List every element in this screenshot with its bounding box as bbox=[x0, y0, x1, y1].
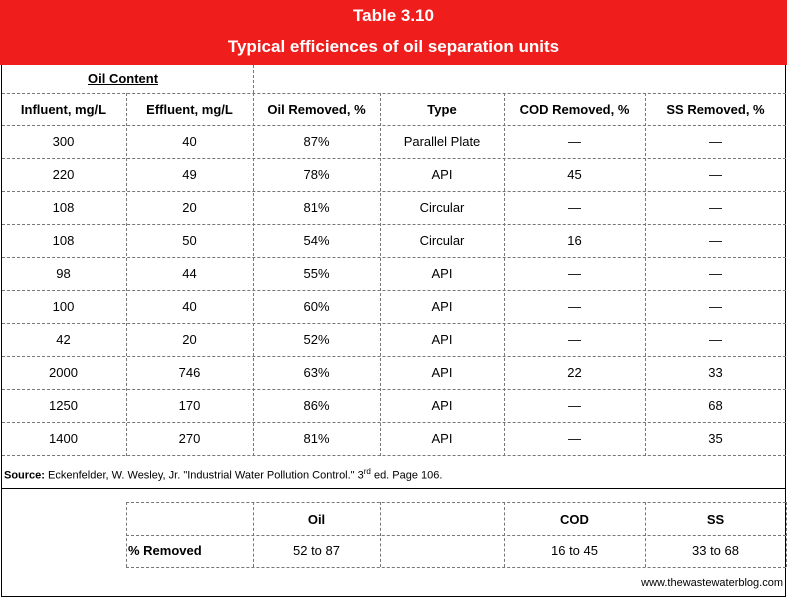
table-cell: 20 bbox=[182, 332, 197, 347]
table-cell: 108 bbox=[52, 200, 75, 215]
table-cell: Circular bbox=[419, 200, 465, 215]
table-cell: — bbox=[709, 299, 722, 314]
table-cell: 300 bbox=[52, 134, 75, 149]
gridline bbox=[253, 65, 254, 93]
table-cell: 40 bbox=[182, 299, 197, 314]
table-cell: API bbox=[431, 299, 453, 314]
table-cell: 49 bbox=[182, 167, 197, 182]
summary-header: Oil bbox=[307, 512, 326, 527]
gridline bbox=[126, 502, 127, 567]
table-cell: 42 bbox=[56, 332, 71, 347]
title-banner bbox=[0, 0, 787, 65]
gridline bbox=[2, 224, 786, 225]
table-cell: Parallel Plate bbox=[403, 134, 481, 149]
table-cell: 100 bbox=[52, 299, 75, 314]
table-cell: — bbox=[568, 299, 581, 314]
table-cell: — bbox=[568, 431, 581, 446]
gridline bbox=[2, 93, 786, 94]
table-cell: API bbox=[431, 266, 453, 281]
gridline bbox=[126, 567, 786, 568]
table-cell: — bbox=[568, 398, 581, 413]
source-citation bbox=[4, 467, 442, 482]
gridline bbox=[2, 257, 786, 258]
website-link[interactable]: www.thewastewaterblog.com bbox=[641, 577, 783, 589]
gridline bbox=[2, 356, 786, 357]
table-cell: API bbox=[431, 431, 453, 446]
table-cell: — bbox=[709, 134, 722, 149]
gridline bbox=[2, 125, 786, 126]
column-header: Oil Removed, % bbox=[267, 102, 366, 117]
table-cell: — bbox=[709, 332, 722, 347]
table-cell: 87% bbox=[303, 134, 330, 149]
summary-value: 16 to 45 bbox=[551, 543, 598, 558]
gridline bbox=[126, 535, 786, 536]
table-cell: 35 bbox=[708, 431, 723, 446]
column-header: Effluent, mg/L bbox=[146, 102, 233, 117]
table-cell: 45 bbox=[567, 167, 582, 182]
table-cell: — bbox=[568, 134, 581, 149]
table-cell: 78% bbox=[303, 167, 330, 182]
table-cell: API bbox=[431, 365, 453, 380]
table-cell: — bbox=[709, 200, 722, 215]
table-cell: API bbox=[431, 398, 453, 413]
source-superscript: rd bbox=[363, 467, 371, 476]
summary-header: SS bbox=[706, 512, 725, 527]
summary-value: 52 to 87 bbox=[293, 543, 340, 558]
table-title: Table 3.10 bbox=[353, 6, 434, 25]
table-cell: 54% bbox=[303, 233, 330, 248]
table-subtitle: Typical efficiences of oil separation units bbox=[227, 37, 560, 56]
table-cell: 40 bbox=[182, 134, 197, 149]
oil-content-group-header: Oil Content bbox=[88, 71, 159, 86]
table-cell: — bbox=[709, 167, 722, 182]
source-text: Eckenfelder, W. Wesley, Jr. "Industrial Water Pollution Control." 3 bbox=[44, 469, 364, 482]
gridline bbox=[2, 422, 786, 423]
table-cell: 746 bbox=[178, 365, 201, 380]
table-cell: 220 bbox=[52, 167, 75, 182]
table-cell: 16 bbox=[567, 233, 582, 248]
source-text-end: ed. Page 106. bbox=[370, 469, 443, 482]
gridline bbox=[2, 158, 786, 159]
summary-header: COD bbox=[560, 512, 589, 527]
gridline bbox=[2, 389, 786, 390]
table-cell: — bbox=[568, 266, 581, 281]
table-cell: 44 bbox=[182, 266, 197, 281]
table-cell: API bbox=[431, 167, 453, 182]
gridline bbox=[786, 502, 787, 567]
table-cell: — bbox=[568, 332, 581, 347]
column-header: Type bbox=[427, 102, 457, 117]
source-label: Source: bbox=[4, 469, 45, 482]
table-cell: 170 bbox=[178, 398, 201, 413]
table-cell: 33 bbox=[708, 365, 723, 380]
table-cell: 2000 bbox=[49, 365, 78, 380]
column-header: SS Removed, % bbox=[666, 102, 765, 117]
gridline bbox=[2, 191, 786, 192]
table-cell: — bbox=[568, 200, 581, 215]
table-cell: 1250 bbox=[49, 398, 78, 413]
table-cell: 81% bbox=[303, 200, 330, 215]
table-cell: 52% bbox=[303, 332, 330, 347]
table-cell: — bbox=[709, 233, 722, 248]
gridline bbox=[126, 502, 786, 503]
table-cell: 20 bbox=[182, 200, 197, 215]
table-cell: 270 bbox=[178, 431, 201, 446]
divider bbox=[2, 488, 786, 489]
gridline bbox=[380, 502, 381, 567]
table-cell: — bbox=[709, 266, 722, 281]
column-header: Influent, mg/L bbox=[20, 102, 107, 117]
table-cell: 50 bbox=[182, 233, 197, 248]
gridline bbox=[2, 455, 786, 456]
table-cell: 1400 bbox=[49, 431, 78, 446]
table-cell: 98 bbox=[56, 266, 71, 281]
table-cell: 108 bbox=[52, 233, 75, 248]
table-cell: 60% bbox=[303, 299, 330, 314]
gridline bbox=[2, 323, 786, 324]
table-cell: 86% bbox=[303, 398, 330, 413]
summary-value: 33 to 68 bbox=[692, 543, 739, 558]
gridline bbox=[2, 290, 786, 291]
table-cell: 68 bbox=[708, 398, 723, 413]
summary-row-label: % Removed bbox=[128, 543, 202, 558]
table-cell: 63% bbox=[303, 365, 330, 380]
table-cell: Circular bbox=[419, 233, 465, 248]
table-cell: 22 bbox=[567, 365, 582, 380]
table-cell: 81% bbox=[303, 431, 330, 446]
table-cell: 55% bbox=[303, 266, 330, 281]
table-cell: API bbox=[431, 332, 453, 347]
column-header: COD Removed, % bbox=[519, 102, 630, 117]
